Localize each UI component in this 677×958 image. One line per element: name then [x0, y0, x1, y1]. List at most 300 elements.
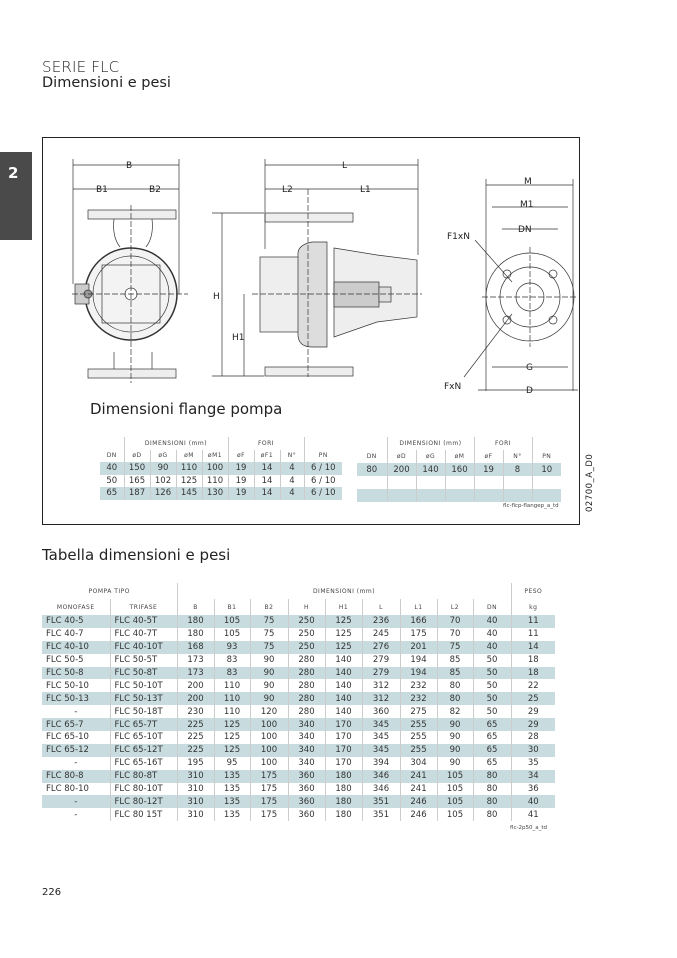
- table-cell: 105: [214, 628, 250, 641]
- table-cell: 90: [250, 654, 288, 667]
- table-cell: 246: [400, 795, 437, 808]
- table-cell: FLC 50-5: [46, 655, 84, 666]
- table-cell: 360: [288, 770, 325, 783]
- table-cell: 250: [288, 641, 325, 654]
- table-cell: 170: [325, 757, 362, 770]
- table-cell: 65: [473, 718, 511, 731]
- flange-table-left: [100, 437, 342, 500]
- table-cell: 275: [400, 705, 437, 718]
- table-cell: 175: [250, 795, 288, 808]
- table-cell: 14: [254, 475, 280, 488]
- table-cell: 225: [177, 718, 214, 731]
- table-cell: 8: [503, 463, 532, 476]
- table-cell: 236: [362, 615, 400, 628]
- table-cell: 4: [280, 475, 304, 488]
- table-row: [100, 475, 342, 488]
- table-cell: 125: [214, 744, 250, 757]
- table-cell: 65: [473, 744, 511, 757]
- table-cell: FLC 40-5T: [110, 615, 177, 628]
- table-cell: FLC 65-16T: [110, 757, 177, 770]
- table-cell: 351: [362, 808, 400, 821]
- table-row: [100, 487, 342, 500]
- group-header: [357, 437, 387, 450]
- table-cell: 340: [288, 744, 325, 757]
- table-cell: 40: [473, 641, 511, 654]
- table-cell: 140: [416, 463, 445, 476]
- table-row: [42, 641, 555, 654]
- table-cell: 65: [473, 731, 511, 744]
- table-cell: 40: [511, 795, 555, 808]
- table-cell: 11: [511, 615, 555, 628]
- table-cell: 95: [214, 757, 250, 770]
- table-cell: 110: [214, 692, 250, 705]
- table-cell: 200: [177, 679, 214, 692]
- column-header: B1: [214, 599, 250, 615]
- table-cell: -: [74, 706, 78, 717]
- table-cell: 255: [400, 731, 437, 744]
- table-row: [42, 744, 555, 757]
- table-cell: 245: [362, 628, 400, 641]
- table-cell: 14: [254, 487, 280, 500]
- table-row: [357, 476, 561, 489]
- table-cell: 280: [288, 667, 325, 680]
- column-header: H: [288, 599, 325, 615]
- table-cell: 80: [473, 770, 511, 783]
- table-cell: 125: [325, 628, 362, 641]
- table-cell: 276: [362, 641, 400, 654]
- table-cell: 340: [288, 718, 325, 731]
- table-cell: 90: [250, 667, 288, 680]
- table-cell: FLC 40-5: [42, 615, 110, 628]
- table-cell: 19: [474, 463, 503, 476]
- table-cell: 50: [473, 667, 511, 680]
- group-header: [100, 437, 124, 450]
- column-header: øF: [228, 450, 254, 463]
- table-cell: 360: [362, 705, 400, 718]
- table-cell: 65: [100, 487, 124, 500]
- table-cell: 105: [214, 615, 250, 628]
- table-cell: 180: [325, 770, 362, 783]
- table-cell: 310: [177, 808, 214, 821]
- table-cell: FLC 50-10: [46, 680, 89, 691]
- table-cell: 130: [202, 487, 228, 500]
- table-cell: 180: [325, 783, 362, 796]
- table-cell: 50: [473, 654, 511, 667]
- table-row: [42, 654, 555, 667]
- side-view: [212, 159, 422, 377]
- column-header: B: [177, 599, 214, 615]
- table-cell: FLC 80-10: [46, 784, 89, 795]
- column-header: øG: [150, 450, 176, 463]
- table-cell: 4: [280, 487, 304, 500]
- table-cell: 105: [437, 770, 473, 783]
- table-cell: 18: [511, 654, 555, 667]
- table-cell: 310: [177, 783, 214, 796]
- table-row: [42, 770, 555, 783]
- table-cell: 246: [400, 808, 437, 821]
- table-cell: 312: [362, 679, 400, 692]
- table-cell: [503, 476, 532, 489]
- table-cell: 85: [437, 654, 473, 667]
- table-cell: 360: [288, 783, 325, 796]
- table-cell: 90: [250, 692, 288, 705]
- table-cell: FLC 50-8: [42, 667, 110, 680]
- table-cell: 100: [202, 462, 228, 475]
- flange-table-right: [357, 437, 561, 502]
- group-header-row: [100, 437, 342, 450]
- table-cell: FLC 40-7T: [110, 628, 177, 641]
- table-cell: 40: [473, 628, 511, 641]
- dim-label-H1: H1: [232, 333, 245, 343]
- table-cell: 19: [228, 475, 254, 488]
- group-header: DIMENSIONI (mm): [177, 583, 511, 599]
- table-cell: FLC 65-7T: [110, 718, 177, 731]
- table-cell: 100: [250, 744, 288, 757]
- column-header: MONOFASE: [56, 603, 95, 611]
- dim-label-DN: DN: [518, 225, 532, 235]
- table-cell: 280: [288, 692, 325, 705]
- table-cell: 125: [214, 718, 250, 731]
- column-header: øM: [445, 450, 474, 463]
- column-header: øF1: [254, 450, 280, 463]
- group-header: DIMENSIONI (mm): [387, 437, 474, 450]
- table-cell: [416, 489, 445, 502]
- chapter-number: 2: [8, 164, 19, 182]
- group-header: FORI: [474, 437, 532, 450]
- table-cell: [532, 476, 561, 489]
- table-cell: [474, 476, 503, 489]
- table-cell: 194: [400, 654, 437, 667]
- table-cell: 6 / 10: [304, 487, 342, 500]
- table-cell: 225: [177, 744, 214, 757]
- table-cell: 135: [214, 808, 250, 821]
- table-cell: [357, 489, 387, 502]
- table-cell: 110: [214, 705, 250, 718]
- table-cell: FLC 50-13T: [110, 692, 177, 705]
- dim-label-M: M: [524, 177, 532, 187]
- table-cell: [387, 476, 416, 489]
- table-cell: 19: [228, 487, 254, 500]
- table-cell: 40: [473, 615, 511, 628]
- table-cell: FLC 80-8T: [110, 770, 177, 783]
- group-header: FORI: [228, 437, 304, 450]
- dim-label-B1: B1: [96, 185, 108, 195]
- table-cell: 200: [387, 463, 416, 476]
- dim-label-L2: L2: [282, 185, 293, 195]
- table-cell: 41: [511, 808, 555, 821]
- table-cell: 150: [124, 462, 150, 475]
- table-cell: 280: [288, 679, 325, 692]
- table-cell: FLC 65-12: [42, 744, 110, 757]
- drawing-code: 02700_A_D0: [585, 453, 595, 512]
- group-header: POMPA TIPO: [88, 587, 131, 595]
- table-cell: 90: [437, 718, 473, 731]
- table-cell: FLC 40-10: [42, 641, 110, 654]
- table-row: [42, 808, 555, 821]
- table-cell: 140: [325, 654, 362, 667]
- table-cell: 120: [250, 705, 288, 718]
- table-cell: 351: [362, 795, 400, 808]
- column-header: kg: [511, 599, 555, 615]
- table-cell: [445, 476, 474, 489]
- table-cell: FLC 40-7: [46, 629, 84, 640]
- front-view: [72, 159, 188, 383]
- table-cell: 145: [176, 487, 202, 500]
- table-cell: 40: [100, 462, 124, 475]
- table-row: [100, 462, 342, 475]
- table-cell: 30: [511, 744, 555, 757]
- table-cell: FLC 65-12T: [110, 744, 177, 757]
- flange-section-title: Dimensioni flange pompa: [90, 400, 283, 418]
- column-header: øD: [124, 450, 150, 463]
- table-cell: 170: [325, 744, 362, 757]
- table-cell: 279: [362, 667, 400, 680]
- table-cell: 65: [473, 757, 511, 770]
- table-cell: 310: [177, 770, 214, 783]
- dim-label-B2: B2: [149, 185, 161, 195]
- group-header: PESO: [511, 583, 555, 599]
- table-cell: 80: [437, 692, 473, 705]
- dim-label-D: D: [526, 386, 533, 396]
- table-cell: 345: [362, 731, 400, 744]
- table-cell: 14: [511, 641, 555, 654]
- table-cell: 346: [362, 783, 400, 796]
- table-cell: 175: [250, 808, 288, 821]
- table-cell: FLC 80 15T: [110, 808, 177, 821]
- table-cell: 125: [176, 475, 202, 488]
- table-row: [357, 463, 561, 476]
- dim-label-H: H: [213, 292, 220, 302]
- table-cell: -: [74, 758, 78, 769]
- table-cell: FLC 50-18T: [110, 705, 177, 718]
- table-cell: 180: [325, 808, 362, 821]
- table-row: [42, 667, 555, 680]
- table-cell: 83: [214, 667, 250, 680]
- column-header: B2: [250, 599, 288, 615]
- table-cell: 346: [362, 770, 400, 783]
- group-header: [532, 437, 561, 450]
- table-cell: FLC 50-8T: [110, 667, 177, 680]
- table-cell: 195: [177, 757, 214, 770]
- table-cell: 173: [177, 667, 214, 680]
- table-row: [42, 679, 555, 692]
- column-header: DN: [473, 599, 511, 615]
- table-cell: 180: [325, 795, 362, 808]
- column-header: PN: [532, 450, 561, 463]
- table-cell: 110: [202, 475, 228, 488]
- table-cell: 82: [437, 705, 473, 718]
- table-cell: 75: [250, 628, 288, 641]
- table-cell: 135: [214, 770, 250, 783]
- table-cell: -: [74, 809, 78, 820]
- table-cell: 250: [288, 615, 325, 628]
- group-header: DIMENSIONI (mm): [124, 437, 228, 450]
- table-row: [42, 615, 555, 628]
- table-cell: [532, 489, 561, 502]
- table-cell: 83: [214, 654, 250, 667]
- column-header: TRIFASE: [110, 599, 177, 615]
- table-cell: 230: [177, 705, 214, 718]
- table-cell: 90: [437, 744, 473, 757]
- table-cell: 14: [254, 462, 280, 475]
- table-cell: 6 / 10: [304, 462, 342, 475]
- table-cell: FLC 40-10T: [110, 641, 177, 654]
- table-cell: 18: [511, 667, 555, 680]
- table-cell: 168: [177, 641, 214, 654]
- column-header: øM: [176, 450, 202, 463]
- table-cell: 80: [473, 795, 511, 808]
- table-row: [42, 628, 555, 641]
- table-cell: 29: [511, 718, 555, 731]
- column-header-row: [100, 450, 342, 463]
- table-cell: 80: [357, 463, 387, 476]
- table-row: [357, 489, 561, 502]
- table-cell: 140: [325, 692, 362, 705]
- table-cell: 11: [511, 628, 555, 641]
- table-cell: 310: [177, 795, 214, 808]
- column-header: DN: [366, 453, 377, 460]
- table-cell: 165: [124, 475, 150, 488]
- table-cell: 175: [250, 770, 288, 783]
- table-cell: FLC 80-8: [42, 770, 110, 783]
- dim-label-F1xN: F1xN: [447, 232, 470, 242]
- table-cell: 93: [214, 641, 250, 654]
- column-header-row: [42, 599, 555, 615]
- table-cell: 241: [400, 783, 437, 796]
- dimensions-weights-table: [42, 583, 555, 821]
- table-cell: 225: [177, 731, 214, 744]
- table-row: [42, 718, 555, 731]
- table-cell: 345: [362, 718, 400, 731]
- table-cell: 125: [214, 731, 250, 744]
- table-cell: 90: [150, 462, 176, 475]
- column-header: DN: [106, 452, 117, 460]
- table-cell: 345: [362, 744, 400, 757]
- series-title: SERIE FLC: [42, 58, 120, 76]
- dim-label-G: G: [526, 363, 533, 373]
- table-cell: 241: [400, 770, 437, 783]
- table-cell: 34: [511, 770, 555, 783]
- table-cell: 50: [473, 679, 511, 692]
- table-cell: 255: [400, 744, 437, 757]
- table-cell: 140: [325, 667, 362, 680]
- table-cell: 10: [532, 463, 561, 476]
- table-cell: 170: [325, 718, 362, 731]
- column-header: H1: [325, 599, 362, 615]
- table-cell: 194: [400, 667, 437, 680]
- table-cell: 22: [511, 679, 555, 692]
- table-cell: 90: [437, 731, 473, 744]
- table-cell: [474, 489, 503, 502]
- flange-view: [464, 179, 578, 391]
- table-cell: [445, 489, 474, 502]
- chapter-tab: [0, 152, 32, 240]
- table-cell: 102: [150, 475, 176, 488]
- dim-label-L: L: [342, 161, 348, 171]
- table-cell: 180: [177, 615, 214, 628]
- table-cell: [416, 476, 445, 489]
- table-row: [42, 783, 555, 796]
- table-cell: 110: [176, 462, 202, 475]
- table-cell: 4: [280, 462, 304, 475]
- table-cell: 110: [214, 679, 250, 692]
- table-cell: 75: [250, 641, 288, 654]
- table-cell: 135: [214, 783, 250, 796]
- table-cell: 140: [325, 705, 362, 718]
- table-cell: 170: [325, 731, 362, 744]
- table-cell: 166: [400, 615, 437, 628]
- table-cell: [357, 476, 387, 489]
- table-cell: 232: [400, 679, 437, 692]
- table-cell: 125: [325, 641, 362, 654]
- column-header: øD: [387, 450, 416, 463]
- table-cell: 90: [437, 757, 473, 770]
- page-number: 226: [42, 887, 62, 898]
- table-cell: -: [42, 795, 110, 808]
- table-cell: 80: [473, 783, 511, 796]
- table-cell: FLC 65-10T: [110, 731, 177, 744]
- main-table-title: Tabella dimensioni e pesi: [42, 546, 231, 564]
- table-cell: 70: [437, 628, 473, 641]
- table-cell: 85: [437, 667, 473, 680]
- table-cell: 6 / 10: [304, 475, 342, 488]
- table-cell: 360: [288, 808, 325, 821]
- table-cell: FLC 50-10T: [110, 679, 177, 692]
- table-row: [42, 795, 555, 808]
- column-header: øG: [416, 450, 445, 463]
- table-cell: 312: [362, 692, 400, 705]
- table-cell: 304: [400, 757, 437, 770]
- table-cell: 19: [228, 462, 254, 475]
- table-cell: 180: [177, 628, 214, 641]
- table-cell: 280: [288, 705, 325, 718]
- main-table-note: flc-2p50_a_td: [510, 825, 547, 831]
- table-row: [42, 757, 555, 770]
- table-cell: 135: [214, 795, 250, 808]
- table-cell: 360: [288, 795, 325, 808]
- table-cell: 35: [511, 757, 555, 770]
- table-cell: FLC 50-13: [42, 692, 110, 705]
- column-header: øM1: [202, 450, 228, 463]
- table-cell: FLC 80-10T: [110, 783, 177, 796]
- table-cell: FLC 65-7: [42, 718, 110, 731]
- column-header-row: [357, 450, 561, 463]
- flange-table-note: flc-flcp-flangep_a_td: [503, 503, 559, 509]
- table-cell: FLC 65-10: [46, 732, 89, 743]
- table-cell: 126: [150, 487, 176, 500]
- table-cell: 100: [250, 757, 288, 770]
- table-cell: 100: [250, 731, 288, 744]
- table-cell: [503, 489, 532, 502]
- table-cell: 201: [400, 641, 437, 654]
- table-cell: 25: [511, 692, 555, 705]
- table-cell: FLC 80-12T: [110, 795, 177, 808]
- table-cell: 28: [511, 731, 555, 744]
- table-row: [42, 705, 555, 718]
- table-cell: 36: [511, 783, 555, 796]
- table-cell: 80: [473, 808, 511, 821]
- column-header: L: [362, 599, 400, 615]
- table-cell: 160: [445, 463, 474, 476]
- table-cell: 340: [288, 757, 325, 770]
- table-cell: 279: [362, 654, 400, 667]
- table-cell: 140: [325, 679, 362, 692]
- table-row: [42, 731, 555, 744]
- table-cell: [387, 489, 416, 502]
- table-cell: 50: [473, 705, 511, 718]
- pump-drawing: [42, 137, 582, 397]
- table-cell: 255: [400, 718, 437, 731]
